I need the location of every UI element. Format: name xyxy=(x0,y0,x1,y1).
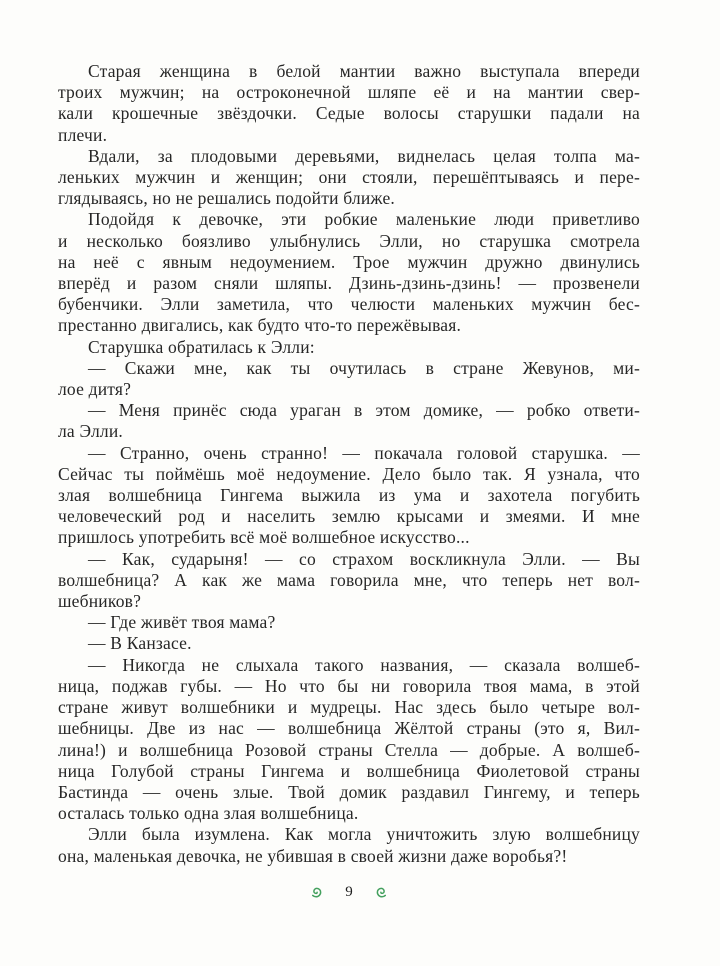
paragraph xyxy=(58,400,640,442)
text-line: осталась только одна злая волшебница. xyxy=(58,803,359,824)
spiral-ornament-right-icon xyxy=(374,885,389,900)
paragraph xyxy=(58,655,640,825)
paragraph xyxy=(58,337,640,358)
text-line: шебницы. Две из нас — волшебница Жёлтой страны (это я, Вил- xyxy=(58,718,640,739)
text-line: — Как, сударыня! — со страхом воскликнула Элли. — Вы xyxy=(88,548,640,569)
paragraph xyxy=(58,633,640,654)
text-line: шебников? xyxy=(58,591,142,612)
text-line: ница, поджав губы. — Но что бы ни говорила твоя мама, в этой xyxy=(58,675,640,696)
paragraph xyxy=(58,549,640,613)
text-line: — Скажи мне, как ты очутилась в стране Жевунов, ми- xyxy=(88,357,640,378)
text-line: престанно двигались, как будто что-то пережёвывая. xyxy=(58,315,462,336)
text-line: глядываясь, но не решались подойти ближе. xyxy=(58,188,395,209)
text-line: — Где живёт твоя мама? xyxy=(88,612,276,633)
text-line: Бастинда — очень злые. Твой домик раздавил Гингему, и теперь xyxy=(58,781,640,802)
paragraph xyxy=(58,209,640,336)
paragraph xyxy=(58,146,640,210)
text-line: на неё с явным недоумением. Трое мужчин дружно двинулись xyxy=(58,251,640,272)
text-line: Сейчас ты поймёшь моё недоумение. Дело было так. Я узнала, что xyxy=(58,463,640,484)
paragraph xyxy=(58,358,640,400)
text-line: вперёд и разом сняли шляпы. Дзинь-дзинь-дзинь! — прозвенели xyxy=(58,273,640,294)
page-number: 9 xyxy=(345,884,353,900)
text-line: леньких мужчин и женщин; они стояли, перешёптываясь и пере- xyxy=(58,167,640,188)
text-line: Подойдя к девочке, эти робкие маленькие люди приветливо xyxy=(88,209,640,230)
text-line: троих мужчин; на остроконечной шляпе её и на мантии свер- xyxy=(58,82,640,103)
text-line: ла Элли. xyxy=(58,421,124,442)
text-line: Элли была изумлена. Как могла уничтожить злую волшебницу xyxy=(88,824,640,845)
text-line: Вдали, за плодовыми деревьями, виднелась целая толпа ма- xyxy=(88,145,640,166)
text-line: — Странно, очень странно! — покачала головой старушка. — xyxy=(88,442,640,463)
text-block xyxy=(58,61,640,867)
text-line: волшебница? А как же мама говорила мне, что теперь нет вол- xyxy=(58,569,640,590)
paragraph xyxy=(58,824,640,866)
text-line: стране живут волшебники и мудрецы. Нас здесь было четыре вол- xyxy=(58,697,640,718)
spiral-ornament-left-icon xyxy=(309,885,324,900)
paragraph xyxy=(58,61,640,146)
text-line: — Меня принёс сюда ураган в этом домике, — робко ответи- xyxy=(88,400,640,421)
text-line: — Никогда не слыхала такого названия, — сказала волшеб- xyxy=(88,654,640,675)
paragraph xyxy=(58,612,640,633)
text-line: Старушка обратилась к Элли: xyxy=(88,336,315,357)
page-footer xyxy=(58,883,640,901)
text-line: бубенчики. Элли заметила, что челюсти маленьких мужчин бес- xyxy=(58,294,640,315)
text-line: плечи. xyxy=(58,124,108,145)
text-line: лина!) и волшебница Розовой страны Стелла — добрые. А волшеб- xyxy=(58,739,640,760)
text-line: — В Канзасе. xyxy=(88,633,192,654)
text-line: злая волшебница Гингема выжила из ума и захотела погубить xyxy=(58,485,640,506)
text-line: Старая женщина в белой мантии важно выступала впереди xyxy=(88,61,640,81)
text-line: она, маленькая девочка, не убившая в своей жизни даже воробья?! xyxy=(58,845,568,866)
text-line: лое дитя? xyxy=(58,379,132,400)
paragraph xyxy=(58,443,640,549)
text-line: человеческий род и населить землю крысами и змеями. И мне xyxy=(58,506,640,527)
text-line: и несколько боязливо улыбнулись Элли, но старушка смотрела xyxy=(58,230,640,251)
text-line: пришлось употребить всё моё волшебное искусство... xyxy=(58,527,470,548)
text-line: кали крошечные звёздочки. Седые волосы старушки падали на xyxy=(58,103,640,124)
text-line: ница Голубой страны Гингема и волшебница Фиолетовой страны xyxy=(58,760,640,781)
